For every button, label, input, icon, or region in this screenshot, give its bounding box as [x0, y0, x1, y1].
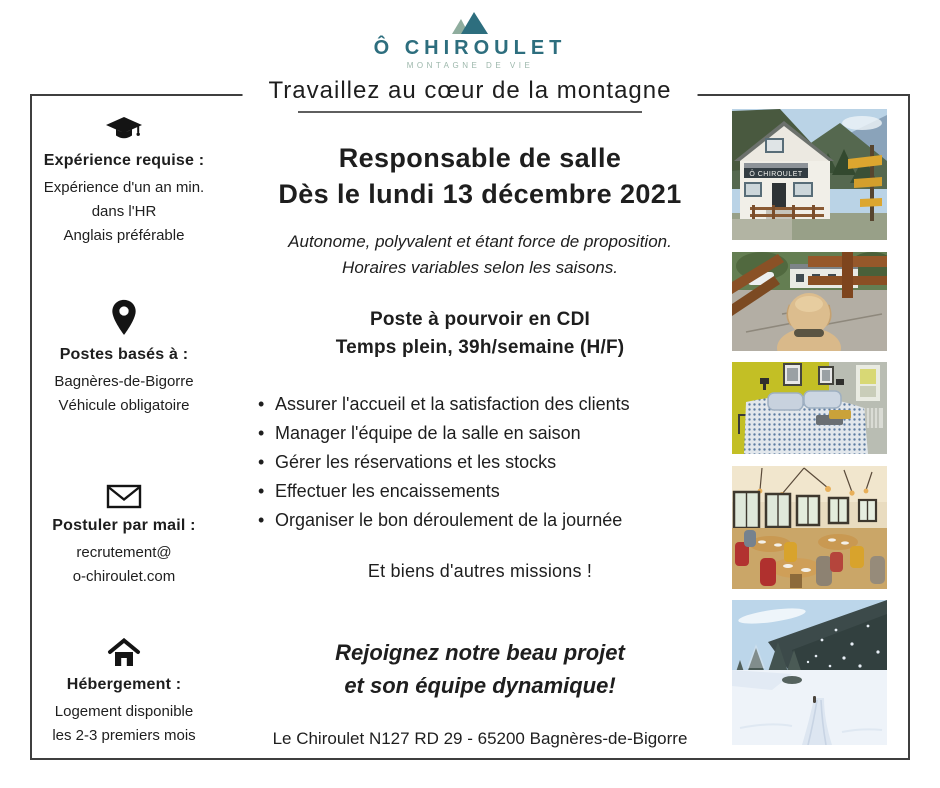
- more-missions-text: Et biens d'autres missions !: [367, 561, 593, 581]
- main-content: [248, 0, 712, 788]
- chalet-exterior-photo: [732, 109, 887, 240]
- sidebar-section-title: Hébergement :: [66, 676, 182, 693]
- sidebar-section-apply: [34, 484, 214, 589]
- profile-line: Autonome, polyvalent et étant force de proposition.: [288, 232, 672, 251]
- chalet-photo-art: [732, 109, 887, 240]
- sidebar-section-title: Expérience requise :: [43, 152, 205, 169]
- closing-line: Rejoignez notre beau projet: [335, 640, 625, 665]
- profile-line: Horaires variables selon les saisons.: [342, 258, 618, 277]
- sidebar-line: Bagnères-de-Bigorre: [54, 373, 194, 390]
- sidebar-line: dans l'HR: [91, 203, 157, 220]
- graduation-cap-icon: [105, 116, 143, 144]
- location-pin-icon: [110, 298, 138, 338]
- dog-photo: [732, 252, 887, 351]
- duty-item: • Manager l'équipe de la salle en saison: [258, 419, 712, 448]
- page-title: Travaillez au cœur de la montagne: [243, 77, 698, 105]
- job-title-line: Responsable de salle: [338, 143, 622, 173]
- job-title: [248, 140, 712, 212]
- address-text: Le Chiroulet N127 RD 29 - 65200 Bagnères-de-Bigorre: [272, 729, 688, 748]
- job-profile: [248, 229, 712, 281]
- sidebar-line: Expérience d'un an min.: [43, 179, 205, 196]
- restaurant-photo: [732, 466, 887, 589]
- closing-line: et son équipe dynamique!: [344, 673, 616, 698]
- sidebar-line: recrutement@: [76, 544, 172, 561]
- sidebar-section-title: Postuler par mail :: [52, 517, 196, 534]
- sidebar-line: les 2-3 premiers mois: [52, 727, 196, 744]
- sidebar-section-housing: [34, 638, 214, 748]
- contract-line: Temps plein, 39h/semaine (H/F): [335, 337, 625, 358]
- sidebar-line: o-chiroulet.com: [72, 568, 176, 585]
- envelope-icon: [106, 484, 142, 509]
- house-icon: [107, 638, 141, 668]
- contract-info: [248, 306, 712, 362]
- chalet-sign-text: Ô CHIROULET: [749, 171, 803, 178]
- logo-tagline: MONTAGNE DE VIE: [406, 61, 534, 70]
- closing-message: [248, 636, 712, 702]
- bedroom-photo: [732, 362, 887, 454]
- logo-name: Ô CHIROULET: [373, 37, 567, 59]
- dog-photo-art: [732, 252, 887, 351]
- job-start-date: Dès le lundi 13 décembre 2021: [278, 179, 682, 209]
- duty-item: • Gérer les réservations et les stocks: [258, 448, 712, 477]
- contract-line: Poste à pourvoir en CDI: [370, 309, 590, 330]
- sidebar-line: Logement disponible: [54, 703, 194, 720]
- sidebar-line: Véhicule obligatoire: [58, 397, 190, 414]
- sidebar-section-title: Postes basés à :: [59, 346, 189, 363]
- duty-item: • Assurer l'accueil et la satisfaction des clients: [258, 390, 712, 419]
- sidebar-line: Anglais préférable: [63, 227, 185, 244]
- sidebar-section-location: [34, 298, 214, 418]
- duties-list: [248, 390, 712, 535]
- bedroom-photo-art: [732, 362, 887, 454]
- restaurant-photo-art: [732, 466, 887, 589]
- sidebar-section-experience: [34, 116, 214, 248]
- snow-photo-art: [732, 600, 887, 745]
- duty-item: • Effectuer les encaissements: [258, 477, 712, 506]
- snow-landscape-photo: [732, 600, 887, 745]
- duty-item: • Organiser le bon déroulement de la journée: [258, 506, 712, 535]
